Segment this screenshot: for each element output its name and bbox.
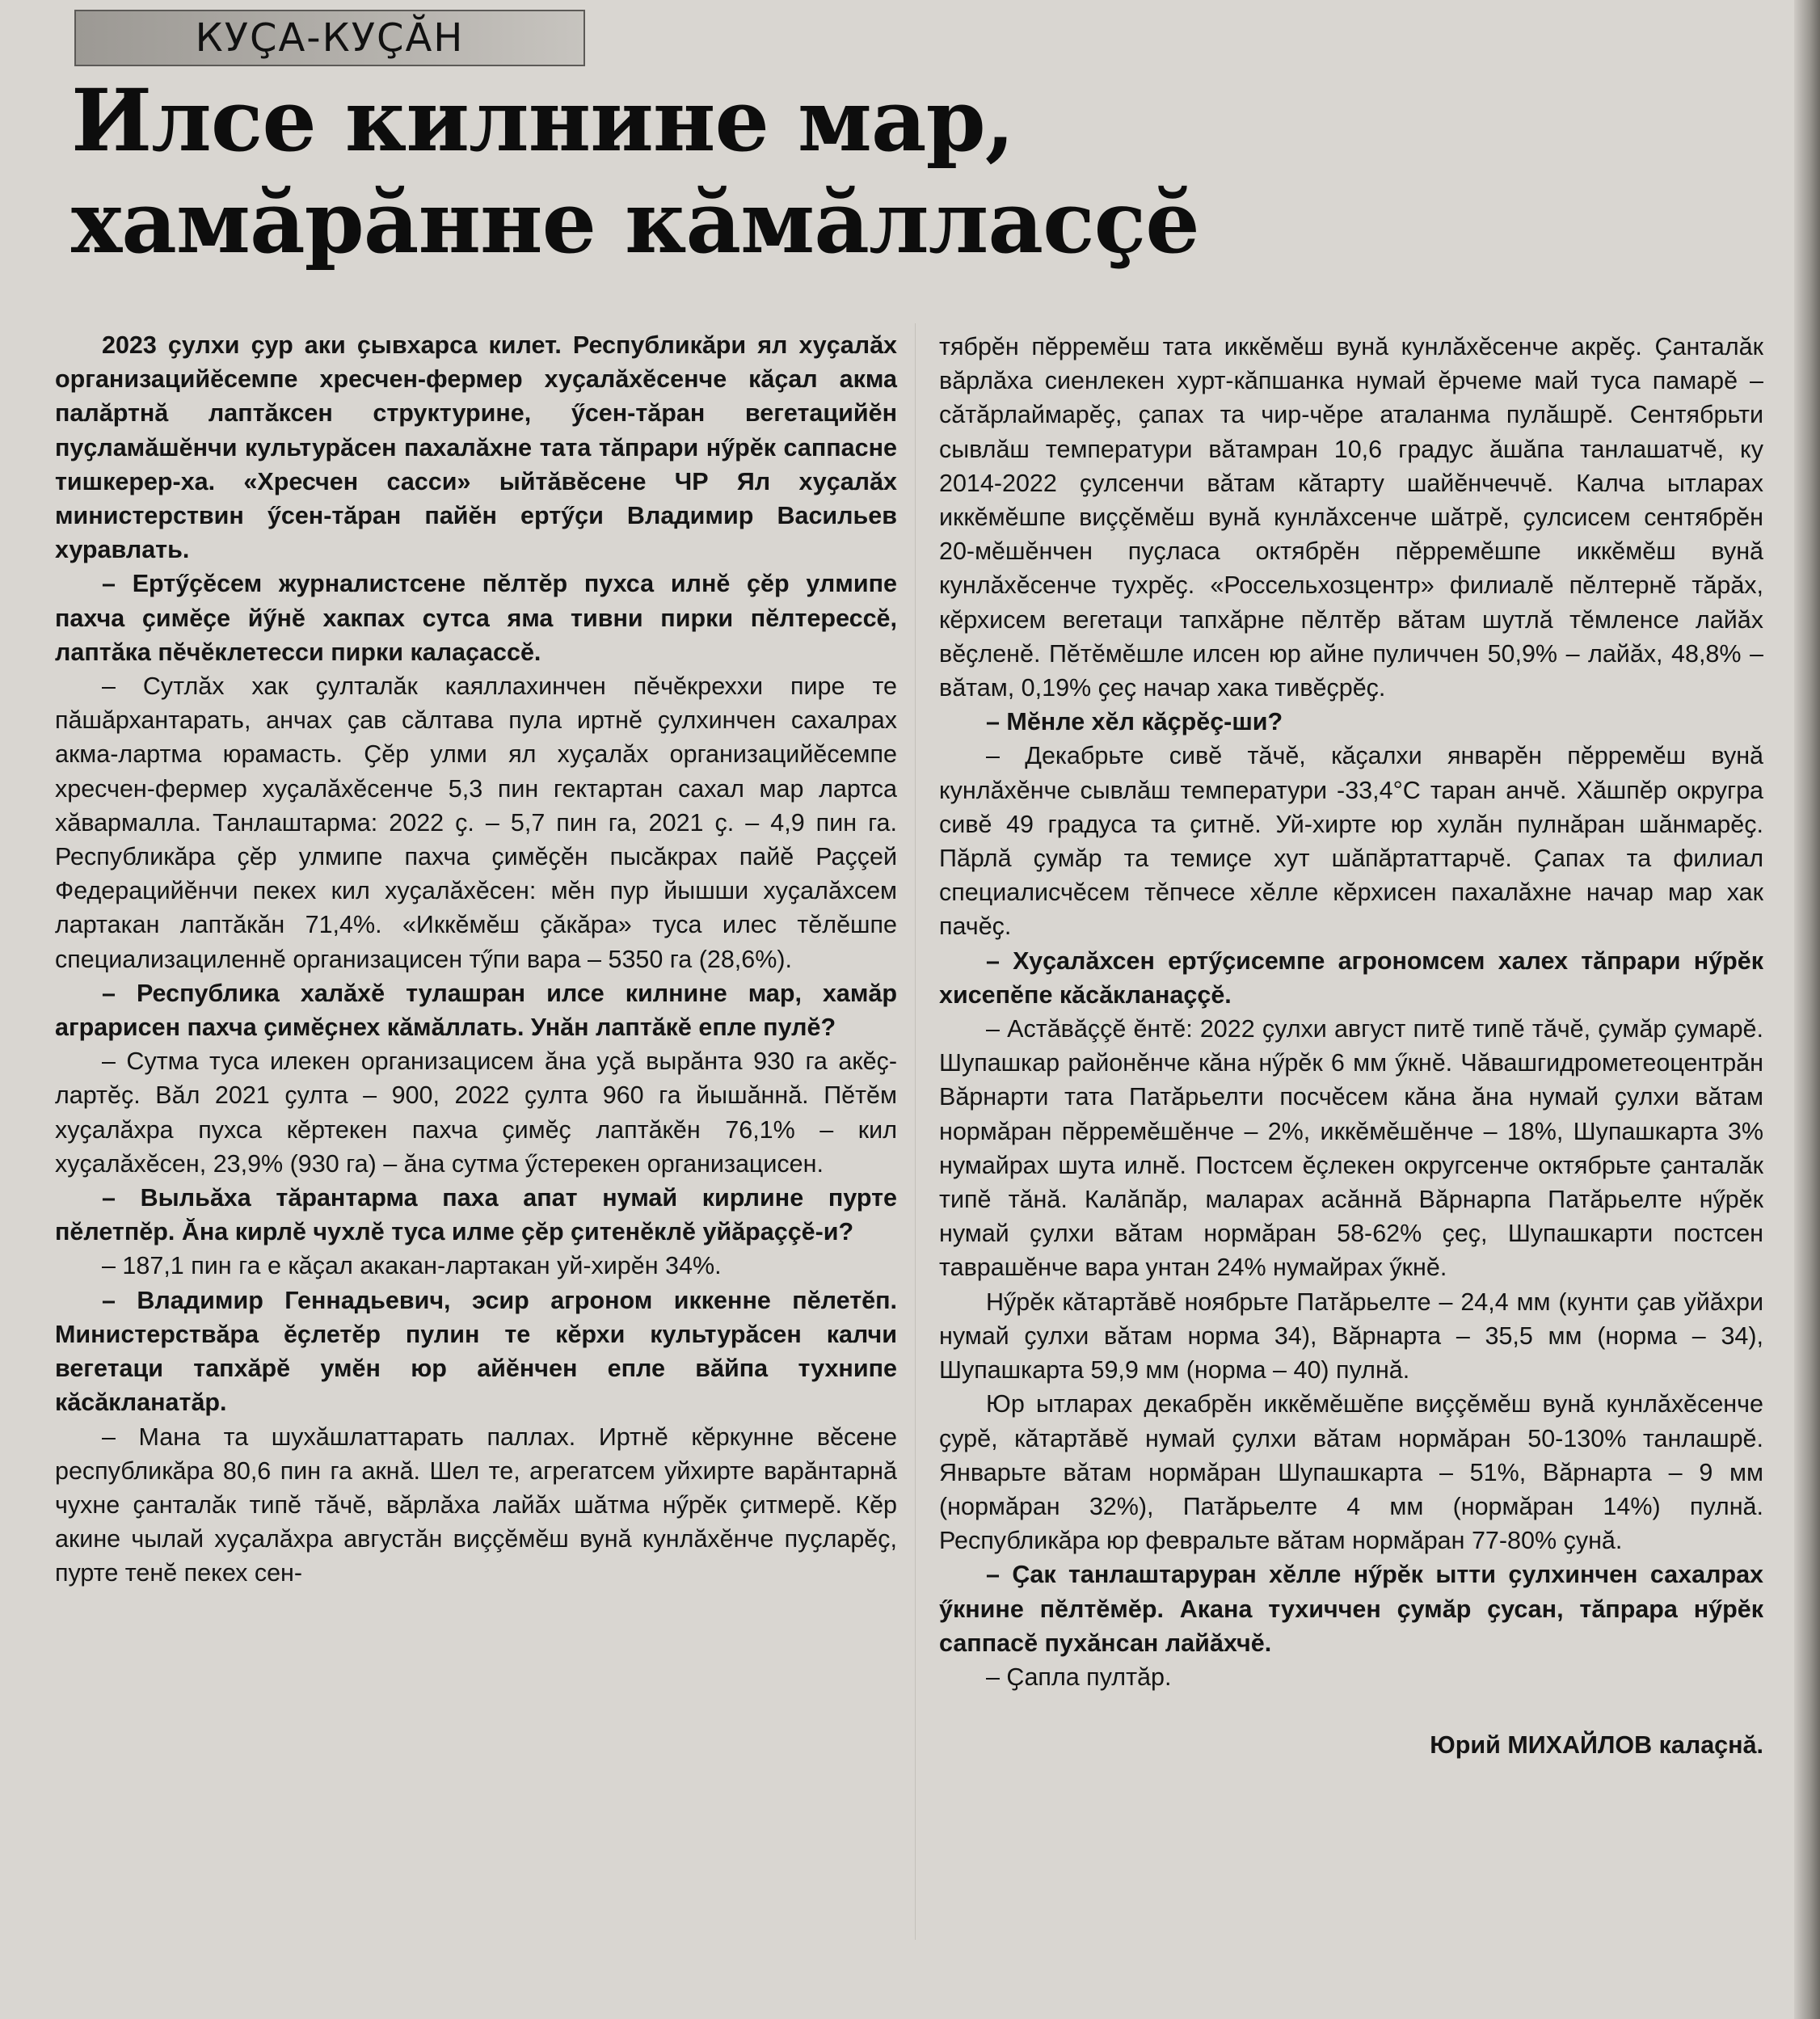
headline-line-1: Илсе килнине мар, [71,70,1014,171]
body-paragraph: – 187,1 пин га е кăҫал акакан-лартакан уй-хирĕн 34%. [102,1252,722,1280]
question-paragraph: – Ҫак танлаштаруран хĕлле нӳрĕк ытти ҫулхинчен сахалрах ӳкнине пĕлтĕмĕр. Акана тухиччен ҫумăр ҫусан, тăпрара нӳрĕк саппасĕ пухăнсан лайăхчĕ. [939,1561,1763,1657]
column-divider [915,323,916,1940]
headline-line-2: хамăрăнне кăмăлласҫĕ [71,171,1199,272]
body-paragraph: – Сутма туса илекен организацисем ăна уҫă вырăнта 930 га акĕҫ-лартĕҫ. Вăл 2021 ҫулта – 900, 2022 ҫулта 960 га йышăннă. Пĕтĕм хуҫалăхра пухса кĕртекен пахча ҫимĕҫ лаптăкĕн 76,1% – кил хуҫалăхĕсен, 23,9% (930 га) – ăна сутма ӳстерекен организацисен. [55,1047,897,1178]
body-paragraph: – Мана та шухăшлаттарать паллах. Иртнĕ кĕркунне вĕсене республикăра 80,6 пин га акнă. Шел те, агрегатсем уйхирте варăнтарнă чухне ҫанталăк типĕ тăчĕ, вăрлăха лайăх шăтма нӳрĕк ҫитмерĕ. Кĕр акине чылай хуҫалăхра августăн виççĕмĕш вунă кунлăхĕнче пуҫларĕҫ, пурте тенĕ пекех сен- [55,1423,897,1587]
question-paragraph: – Выльăха тăрантарма паха апат нумай кирлине пурте пĕлетпĕр. Ăна кирлĕ чухлĕ туса илме ҫĕр ҫитенĕклĕ уйăраççĕ-и? [55,1184,897,1246]
question-paragraph: – Владимир Геннадьевич, эсир агроном иккенне пĕлетĕп. Министерствăра ĕҫлетĕр пулин те кĕрхи культурăсен калчи вегетаци тапхăрĕ умĕн юр айĕнчен епле вăйпа тухнипе кăсăкланатăр. [55,1286,897,1417]
body-paragraph: – Декабрьте сивĕ тăчĕ, кăҫалхи январĕн пĕрремĕш вунă кунлăхĕнче сывлăш температури -33,4°С таран анчĕ. Хăшпĕр округра сивĕ 49 градуса та ҫитнĕ. Уй-хирте юр хулăн пулнăран шăнмарĕҫ. Пăрлă ҫумăр та темиҫе хут шăпăртаттарчĕ. Ҫапах та филиал специалисчĕсем тĕпчесе хĕлле кĕрхисен пахалăхне начар мар хак пачĕҫ. [939,742,1763,941]
body-paragraph: Нӳрĕк кăтартăвĕ ноябрьте Патăрьелте – 24,4 мм (кунти ҫав уйăхри нумай ҫулхи вăтам норма 34), Вăрнарта – 35,5 мм (норма – 34), Шупашкарта 59,9 мм (норма – 40) пулнă. [939,1288,1763,1385]
question-paragraph: – Хуҫалăхсен ертӳҫисемпе агрономсем халех тăпрари нӳрĕк хисепĕпе кăсăкланаççĕ. [939,946,1763,1009]
body-paragraph: – Сутлăх хак ҫулталăк каяллахинчен пĕчĕкреххи пире те пăшăрхантарать, анчах ҫав сăлтава пула иртнĕ ҫулхинчен сахалрах акма-лартма юрамасть. Ҫĕр улми ял хуҫалăх организацийĕсемпе хресчен-фермер хуҫалăхĕсенче 5,3 пин гектартан сахал мар лартса хăвармалла. Танлаштарма: 2022 ҫ. – 5,7 пин га, 2021 ҫ. – 4,9 пин га. Республикăра ҫĕр улмипе пахча ҫимĕҫĕн пысăкрах пайĕ Раççей Федерацийĕнчи пекех кил хуҫалăхĕсен: мĕн пур йышши хуҫалăхсем лартакан лаптăкăн 71,4%. «Иккĕмĕш ҫăкăра» туса илес тĕлĕшпе специализациленнĕ организацисен тӳпи вара – 5350 га (28,6%). [55,672,897,973]
page-edge-shadow [1794,0,1820,2019]
body-paragraph: – Ҫапла пултăр. [986,1663,1172,1691]
question-paragraph: – Ертӳҫĕсем журналистсене пĕлтĕр пухса илнĕ ҫĕр улмипе пахча ҫимĕҫе йӳнĕ хакпах сутса яма тивни пирки пĕлтерессĕ, лаптăка пĕчĕклетесси пирки калаҫассĕ. [55,570,897,666]
question-paragraph: – Мĕнле хĕл кăçрĕç-ши? [986,708,1283,736]
article-column-left [55,328,897,1591]
body-paragraph: Юр ытларах декабрĕн иккĕмĕшĕпе виççĕмĕш вунă кунлăхĕсенче ҫурĕ, кăтартăвĕ нумай ҫулхи вăтам нормăран 50-130% танлашрĕ. Январьте вăтам нормăран Шупашкарта – 51%, Вăрнарта – 9 мм (нормăран 32%), Патăрьелте 4 мм (нормăран 14%) пулнă. Республикăра юр февральте вăтам нормăран 77-80% ҫунă. [939,1390,1763,1555]
question-paragraph: – Республика халăхĕ тулашран илсе килнине мар, хамăр аграрисен пахча ҫимĕҫнех кăмăллать. Унăн лаптăкĕ епле пулĕ? [55,979,897,1042]
lead-paragraph: 2023 ҫулхи ҫур аки ҫывхарса килет. Республикăри ял хуҫалăх организацийĕсемпе хресчен-фермер хуҫалăхĕсенче кăҫал акма палăртнă лаптăксен структурине, ӳсен-тăран вегетацийĕн пуҫламăшĕнчи культурăсен пахалăхне тата тăпрари нӳрĕк саппасне тишкерер-ха. «Хресчен сасси» ыйтăвĕсене ЧР Ял хуҫалăх министерствин ӳсен-тăран пайĕн ертӳҫи Владимир Васильев хуравлать. [55,331,897,564]
body-paragraph: тябрĕн пĕрремĕш тата иккĕмĕш вунă кунлăхĕсенче акрĕҫ. Ҫанталăк вăрлăха сиенлекен хурт-кăпшанка нумай ĕрчеме май туса памарĕ – сăтăрлаймарĕҫ, ҫапах та чир-чĕре аталанма пулăшрĕ. Сентябрьти сывлăш температури вăтамран 10,6 градус ăшăпа танлашатчĕ, ку 2014-2022 ҫулсенчи вăтам кăтарту шайĕнчеччĕ. Калча ытларах иккĕмĕшпе виççĕмĕш вунă кунлăхсенче шăтрĕ, ҫулсисем сентябрĕн 20-мĕшĕнчен пуҫласа октябрĕн пĕрремĕшпе иккĕмĕш вунă кунлăхĕсенче тухрĕҫ. «Россельхозцентр» филиалĕ пĕлтернĕ тăрăх, кĕрхисем вегетаци тапхăрне пĕлтĕр вăтам шутлă тĕмленсе лайăх вĕҫленĕ. Пĕтĕмĕшле илсен юр айне пуличчен 50,9% – лайăх, 48,8% – вăтам, 0,19% ҫеҫ начар хака тивĕҫрĕҫ. [939,333,1763,702]
article-column-right [939,330,1763,1762]
page-title [71,70,1283,273]
body-paragraph: – Астăвăççĕ ĕнтĕ: 2022 ҫулхи август питĕ типĕ тăчĕ, ҫумăр ҫумарĕ. Шупашкар районĕнче кăна нӳрĕк 6 мм ӳкнĕ. Чăвашгидрометеоцентрăн Вăрнарти тата Патăрьелти посчĕсем кăна ăна нумай ҫулхи вăтам нормăран пĕрремĕшĕнче – 2%, иккĕмĕшĕнче – 18%, Шупашкарта 3% нумайрах шута илнĕ. Постсем ĕçлекен округсенче октябрьте ҫанталăк типĕ тăнă. Калăпăр, маларах асăннă Вăрнарпа Патăрьелте нӳрĕк нумай ҫулхи вăтам нормăран 58-62% ҫеҫ, Шупашкарти постсен таврашĕнче вара унтан 24% нумайрах ӳкнĕ. [939,1015,1763,1282]
rubric-label: КУҪА-КУҪĂН [74,10,585,66]
author-signature: Юрий МИХАЙЛОВ калаçнă. [1430,1731,1763,1760]
